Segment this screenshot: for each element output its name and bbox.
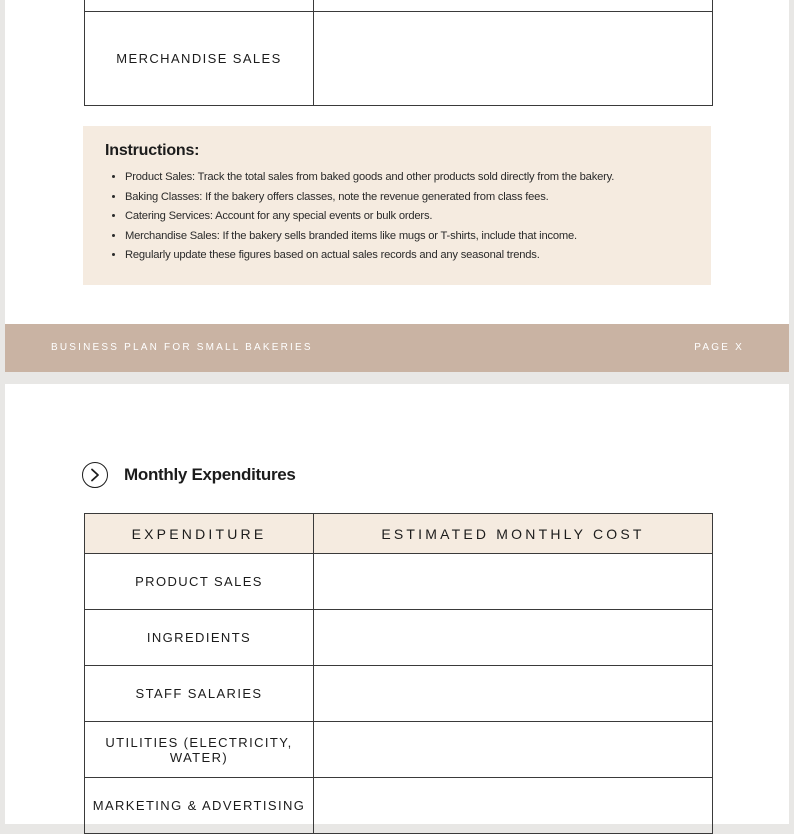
table-cell-value (314, 666, 713, 722)
list-item: • Product Sales: Track the total sales from baked goods and other products sold directly from the bakery. (125, 168, 691, 188)
section-heading (82, 462, 296, 488)
table-row (85, 554, 713, 610)
table-row (85, 778, 713, 834)
expenditures-table (84, 513, 713, 834)
list-item: • Baking Classes: If the bakery offers classes, note the revenue generated from class fees. (125, 188, 691, 208)
page-footer (5, 324, 789, 372)
list-item: • Catering Services: Account for any special events or bulk orders. (125, 207, 691, 227)
revenue-table (84, 0, 713, 106)
column-header-cost: ESTIMATED MONTHLY COST (314, 514, 713, 554)
footer-document-title: BUSINESS PLAN FOR SMALL BAKERIES (51, 342, 313, 353)
document-page-1 (5, 0, 789, 372)
table-cell-label: PRODUCT SALES (85, 554, 314, 610)
section-title: Monthly Expenditures (124, 465, 296, 484)
table-cell-label: UTILITIES (ELECTRICITY, WATER) (85, 722, 314, 778)
column-header-expenditure: EXPENDITURE (85, 514, 314, 554)
table-row (85, 610, 713, 666)
table-cell-value (314, 12, 713, 106)
table-row (85, 722, 713, 778)
chevron-right-circle-icon (82, 462, 108, 488)
document-page-2 (5, 384, 789, 824)
table-cell-value (314, 722, 713, 778)
table-header-row (85, 514, 713, 554)
footer-page-number: PAGE X (694, 342, 744, 353)
table-cell-value (314, 554, 713, 610)
instructions-list (105, 168, 691, 266)
table-row (85, 12, 713, 106)
table-cell-value (314, 0, 713, 12)
table-row (85, 666, 713, 722)
list-item: • Merchandise Sales: If the bakery sells branded items like mugs or T-shirts, include that income. (125, 227, 691, 247)
table-cell-label: MERCHANDISE SALES (85, 12, 314, 106)
instructions-title: Instructions: (105, 142, 200, 159)
table-cell-value (314, 610, 713, 666)
table-cell-value (314, 778, 713, 834)
table-cell-label: MARKETING & ADVERTISING (85, 778, 314, 834)
table-cell-label (85, 0, 314, 12)
instructions-box (83, 126, 711, 285)
table-row (85, 0, 713, 12)
list-item: • Regularly update these figures based on actual sales records and any seasonal trends. (125, 246, 691, 266)
table-cell-label: STAFF SALARIES (85, 666, 314, 722)
table-cell-label: INGREDIENTS (85, 610, 314, 666)
